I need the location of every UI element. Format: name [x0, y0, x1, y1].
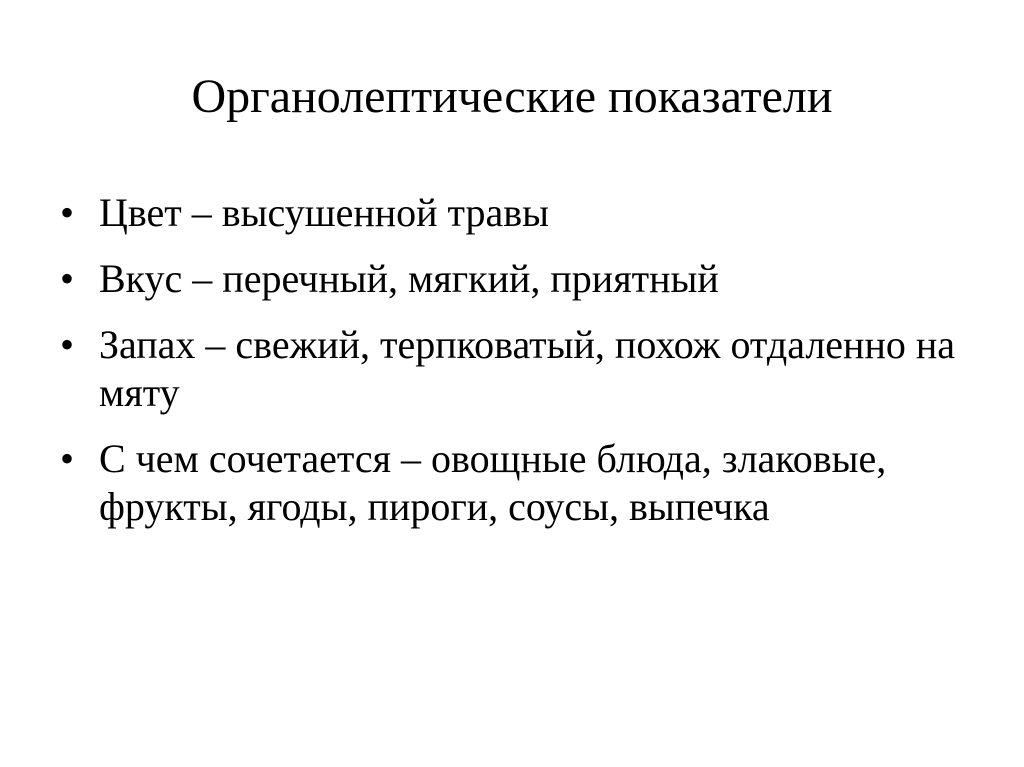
- slide-title: Органолептические показатели: [191, 70, 833, 123]
- bullet-taste: • Вкус – перечный, мягкий, приятный: [60, 255, 960, 303]
- bullet-list: [60, 189, 960, 549]
- bullet-smell: • Запах – свежий, терпковатый, похож отдаленно на мяту: [60, 321, 960, 417]
- bullet-color: • Цвет – высушенной травы: [60, 189, 960, 237]
- bullet-pairings: • С чем сочетается – овощные блюда, злаковые, фрукты, ягоды, пироги, соусы, выпечка: [60, 435, 960, 531]
